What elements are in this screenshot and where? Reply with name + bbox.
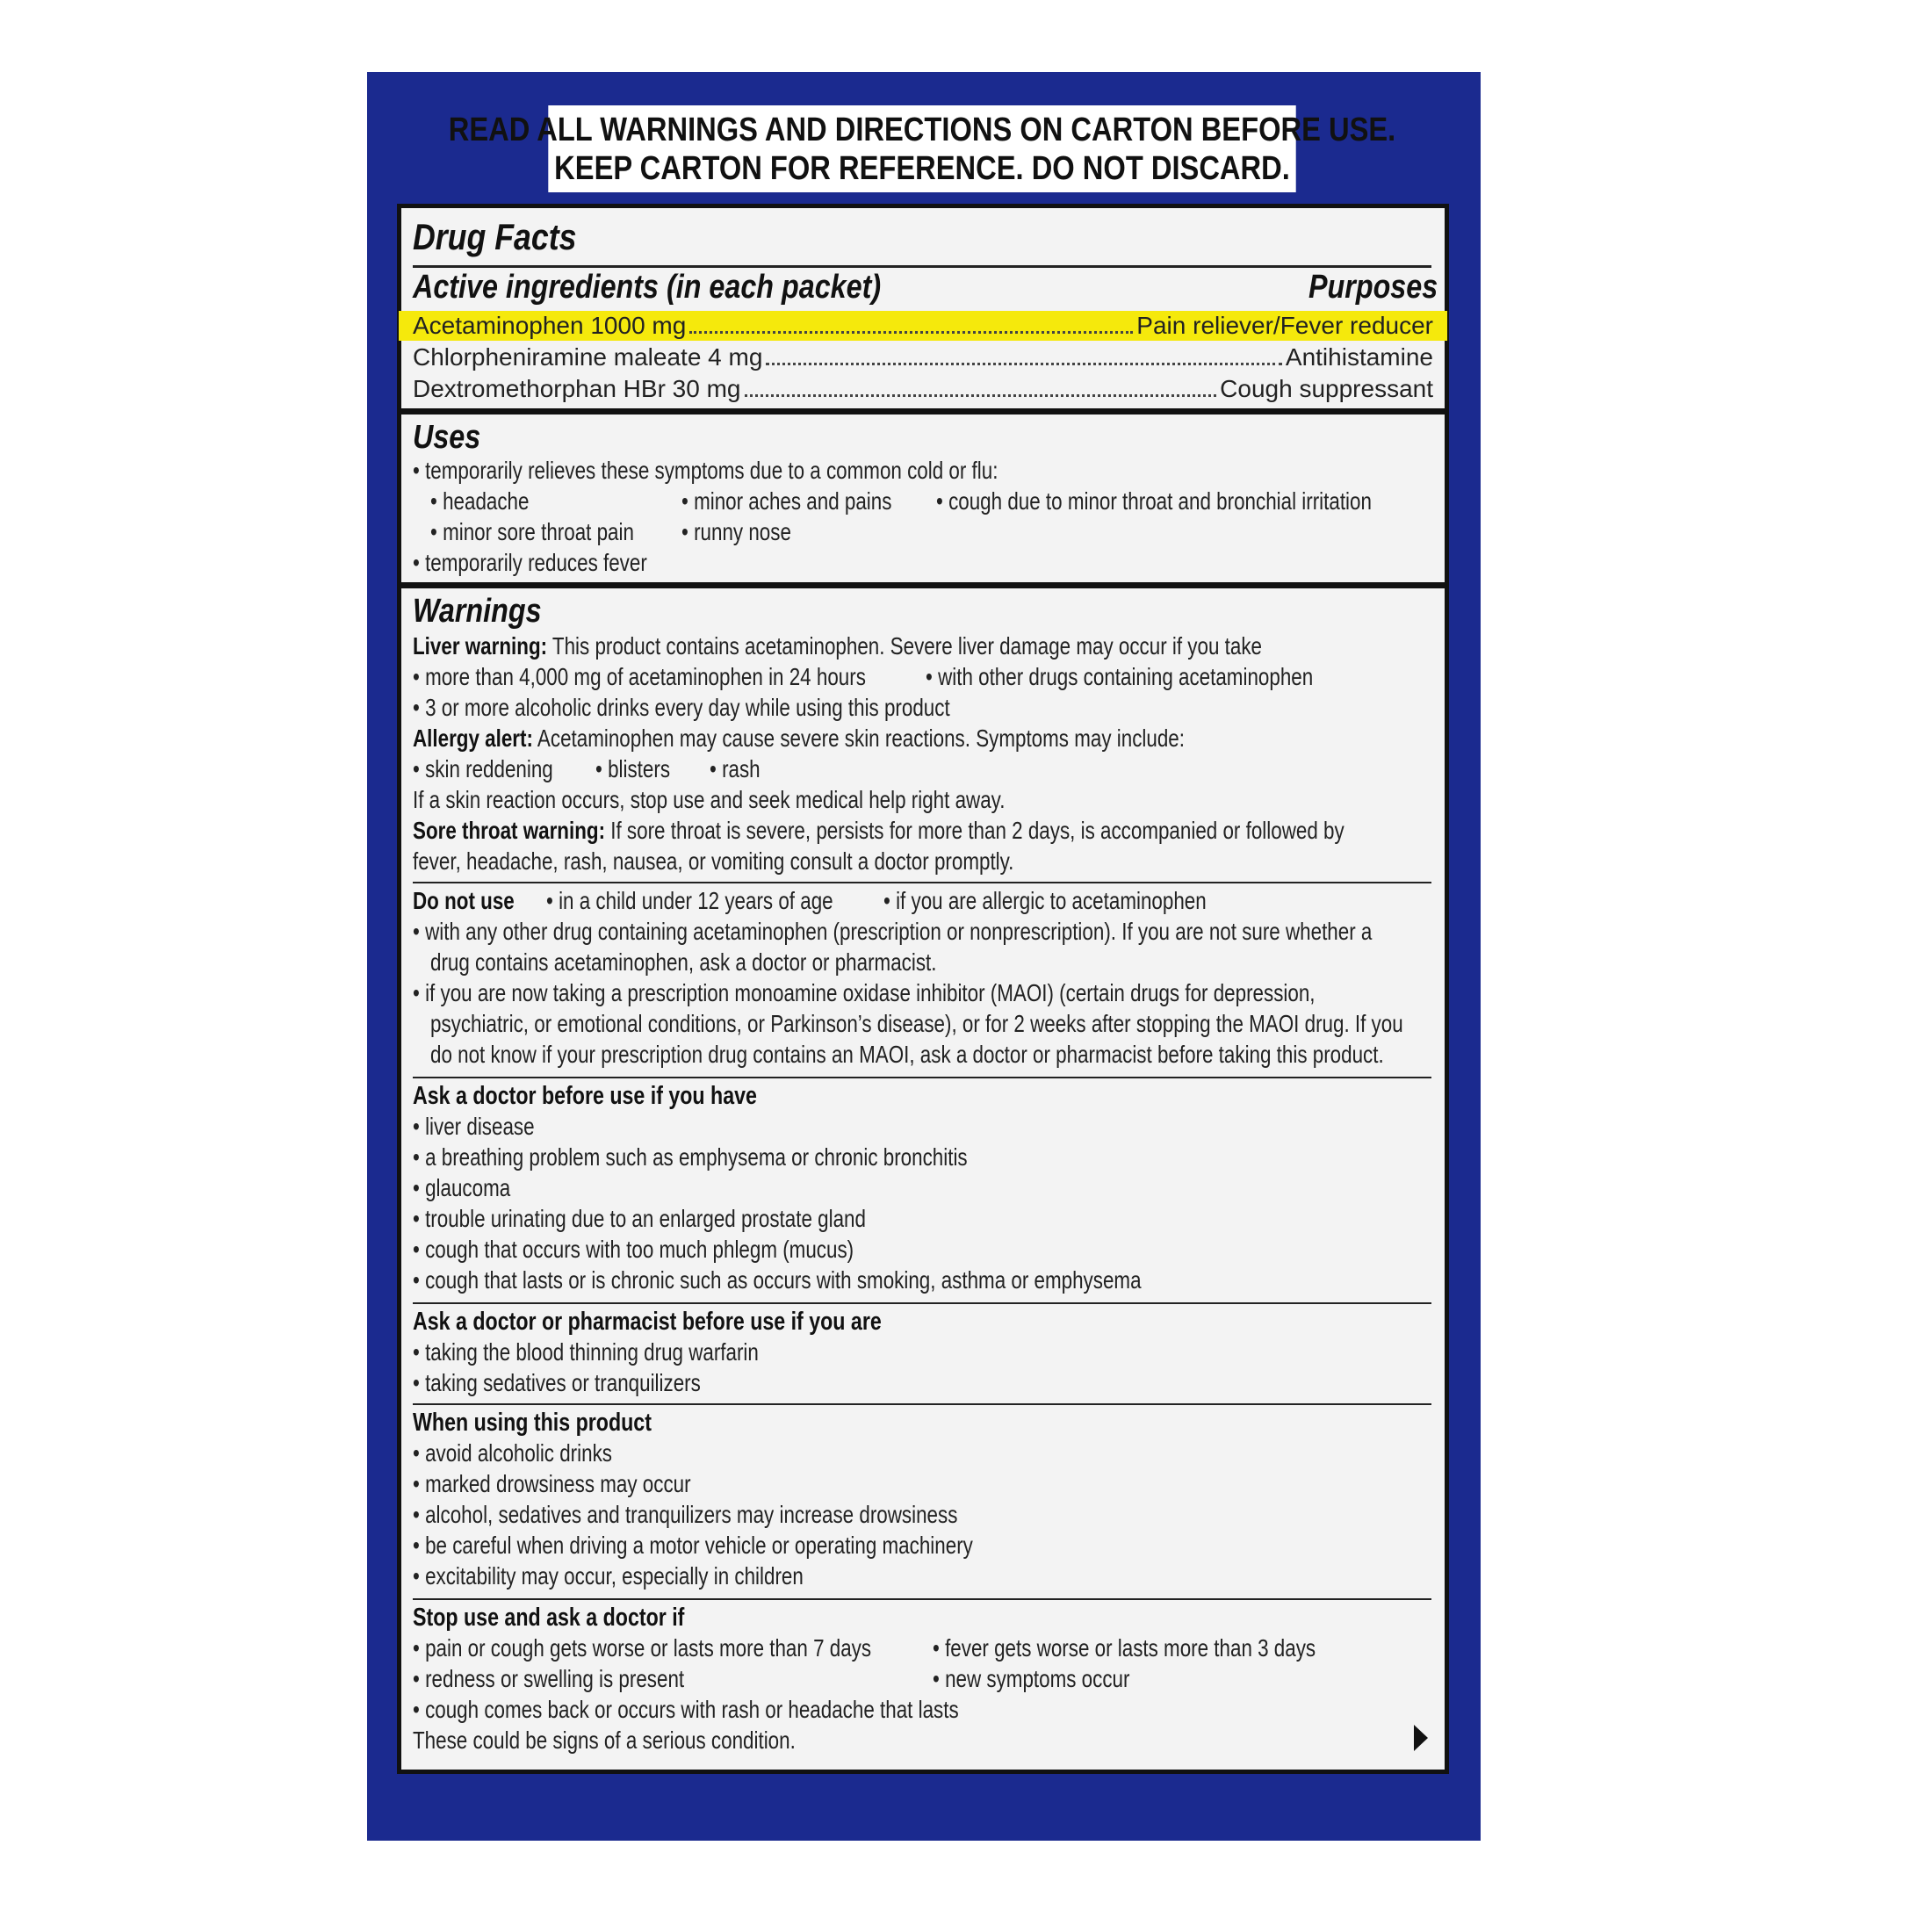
uses-item: • headache <box>430 487 530 515</box>
ingredient-purpose: Antihistamine <box>1285 343 1433 371</box>
warning-banner <box>448 105 1396 192</box>
when-using-item: • excitability may occur, especially in children <box>413 1562 804 1590</box>
do-not-use-item: psychiatric, or emotional conditions, or Parkinson’s disease), or for 2 weeks after stopping the MAOI drug. If you <box>430 1010 1403 1037</box>
allergy-after: If a skin reaction occurs, stop use and seek medical help right away. <box>413 786 1006 813</box>
purposes-header: Purposes <box>1308 269 1438 306</box>
do-not-use-item: • if you are allergic to acetaminophen <box>883 887 1207 914</box>
section-divider <box>397 582 1449 588</box>
stop-use-item: • cough comes back or occurs with rash or headache that lasts <box>413 1696 959 1723</box>
when-using-item: • avoid alcoholic drinks <box>413 1439 612 1467</box>
ask-doctor-item: • trouble urinating due to an enlarged prostate gland <box>413 1205 866 1232</box>
stop-use-item: • new symptoms occur <box>933 1665 1130 1692</box>
ingredient-row <box>399 374 1447 404</box>
continue-arrow-icon <box>1414 1725 1428 1751</box>
subsection-rule <box>413 1403 1431 1405</box>
leader-dots <box>689 331 1133 334</box>
ingredient-name: Dextromethorphan HBr 30 mg <box>413 375 741 402</box>
when-using-item: • alcohol, sedatives and tranquilizers may increase drowsiness <box>413 1501 958 1528</box>
subsection-rule <box>413 1077 1431 1078</box>
ingredient-row <box>399 311 1447 341</box>
do-not-use-item: drug contains acetaminophen, ask a doctor or pharmacist. <box>430 948 937 976</box>
ingredient-name: Chlorpheniramine maleate 4 mg <box>413 343 763 371</box>
leader-dots <box>766 363 1281 365</box>
uses-item: • runny nose <box>681 518 791 545</box>
uses-title: Uses <box>413 419 481 456</box>
do-not-use-item: • with any other drug containing acetaminophen (prescription or nonprescription). If you are not sure whether a <box>413 918 1373 945</box>
subsection-rule <box>413 882 1431 883</box>
ingredient-name: Acetaminophen 1000 mg <box>413 312 687 339</box>
allergy-alert-lead: Allergy alert: <box>413 724 533 752</box>
ask-doctor-item: • glaucoma <box>413 1174 511 1201</box>
sore-throat-text-2: fever, headache, rash, nausea, or vomiting consult a doctor promptly. <box>413 847 1014 875</box>
section-divider <box>397 408 1449 415</box>
banner-line-1: READ ALL WARNINGS AND DIRECTIONS ON CARTON BEFORE USE. <box>448 111 1396 148</box>
sore-throat-text: If sore throat is severe, persists for more than 2 days, is accompanied or followed by <box>605 817 1344 844</box>
ask-doctor-item: • liver disease <box>413 1113 535 1140</box>
when-using-item: • be careful when driving a motor vehicle or operating machinery <box>413 1532 973 1559</box>
uses-item: • cough due to minor throat and bronchial irritation <box>936 487 1372 515</box>
allergy-item: • skin reddening <box>413 755 553 782</box>
active-ingredients-header: Active ingredients (in each packet) <box>413 269 882 306</box>
do-not-use-item: • in a child under 12 years of age <box>546 887 833 914</box>
stop-use-item: • fever gets worse or lasts more than 3 days <box>933 1634 1316 1662</box>
ingredient-purpose: Pain reliever/Fever reducer <box>1136 312 1433 339</box>
allergy-alert <box>413 724 1185 753</box>
ask-pharmacist-item: • taking the blood thinning drug warfarin <box>413 1338 759 1366</box>
subsection-rule <box>413 1598 1431 1600</box>
ask-pharmacist-item: • taking sedatives or tranquilizers <box>413 1369 701 1396</box>
ask-doctor-item: • cough that lasts or is chronic such as occurs with smoking, asthma or emphysema <box>413 1266 1142 1294</box>
ask-pharmacist-title: Ask a doctor or pharmacist before use if you are <box>413 1308 882 1336</box>
ask-doctor-item: • a breathing problem such as emphysema or chronic bronchitis <box>413 1143 968 1171</box>
do-not-use-lead: Do not use <box>413 887 515 914</box>
banner-line-2: KEEP CARTON FOR REFERENCE. DO NOT DISCARD. <box>554 149 1290 187</box>
subsection-rule <box>413 1302 1431 1304</box>
when-using-title: When using this product <box>413 1409 652 1437</box>
ingredient-row <box>399 342 1447 372</box>
uses-item: • minor aches and pains <box>681 487 892 515</box>
liver-warning <box>413 631 1262 661</box>
drug-facts-title: Drug Facts <box>413 216 577 257</box>
stop-use-note: These could be signs of a serious condition. <box>413 1727 796 1754</box>
liver-bullet: • more than 4,000 mg of acetaminophen in 24 hours <box>413 663 866 690</box>
warnings-title: Warnings <box>413 593 542 630</box>
sore-throat-warning <box>413 816 1344 846</box>
leader-dots <box>745 394 1217 397</box>
liver-bullet: • with other drugs containing acetaminophen <box>926 663 1314 690</box>
liver-warning-lead: Liver warning: <box>413 632 548 660</box>
allergy-item: • blisters <box>595 755 671 782</box>
ingredient-purpose: Cough suppressant <box>1220 375 1433 402</box>
liver-bullet: • 3 or more alcoholic drinks every day while using this product <box>413 694 950 721</box>
stop-use-item: • redness or swelling is present <box>413 1665 685 1692</box>
ask-doctor-title: Ask a doctor before use if you have <box>413 1082 757 1110</box>
stop-use-title: Stop use and ask a doctor if <box>413 1604 685 1632</box>
sore-throat-lead: Sore throat warning: <box>413 817 606 844</box>
liver-warning-text: This product contains acetaminophen. Severe liver damage may occur if you take <box>547 632 1262 660</box>
uses-fever: • temporarily reduces fever <box>413 549 647 576</box>
when-using-item: • marked drowsiness may occur <box>413 1470 691 1497</box>
do-not-use-item: • if you are now taking a prescription monoamine oxidase inhibitor (MAOI) (certain drugs for depression, <box>413 979 1316 1006</box>
ask-doctor-item: • cough that occurs with too much phlegm (mucus) <box>413 1236 854 1263</box>
allergy-alert-text: Acetaminophen may cause severe skin reactions. Symptoms may include: <box>532 724 1185 752</box>
do-not-use-item: do not know if your prescription drug contains an MAOI, ask a doctor or pharmacist before taking this product. <box>430 1041 1384 1068</box>
do-not-use <box>413 886 515 916</box>
stop-use-item: • pain or cough gets worse or lasts more than 7 days <box>413 1634 872 1662</box>
uses-intro: • temporarily relieves these symptoms due to a common cold or flu: <box>413 457 998 484</box>
uses-item: • minor sore throat pain <box>430 518 634 545</box>
allergy-item: • rash <box>710 755 761 782</box>
